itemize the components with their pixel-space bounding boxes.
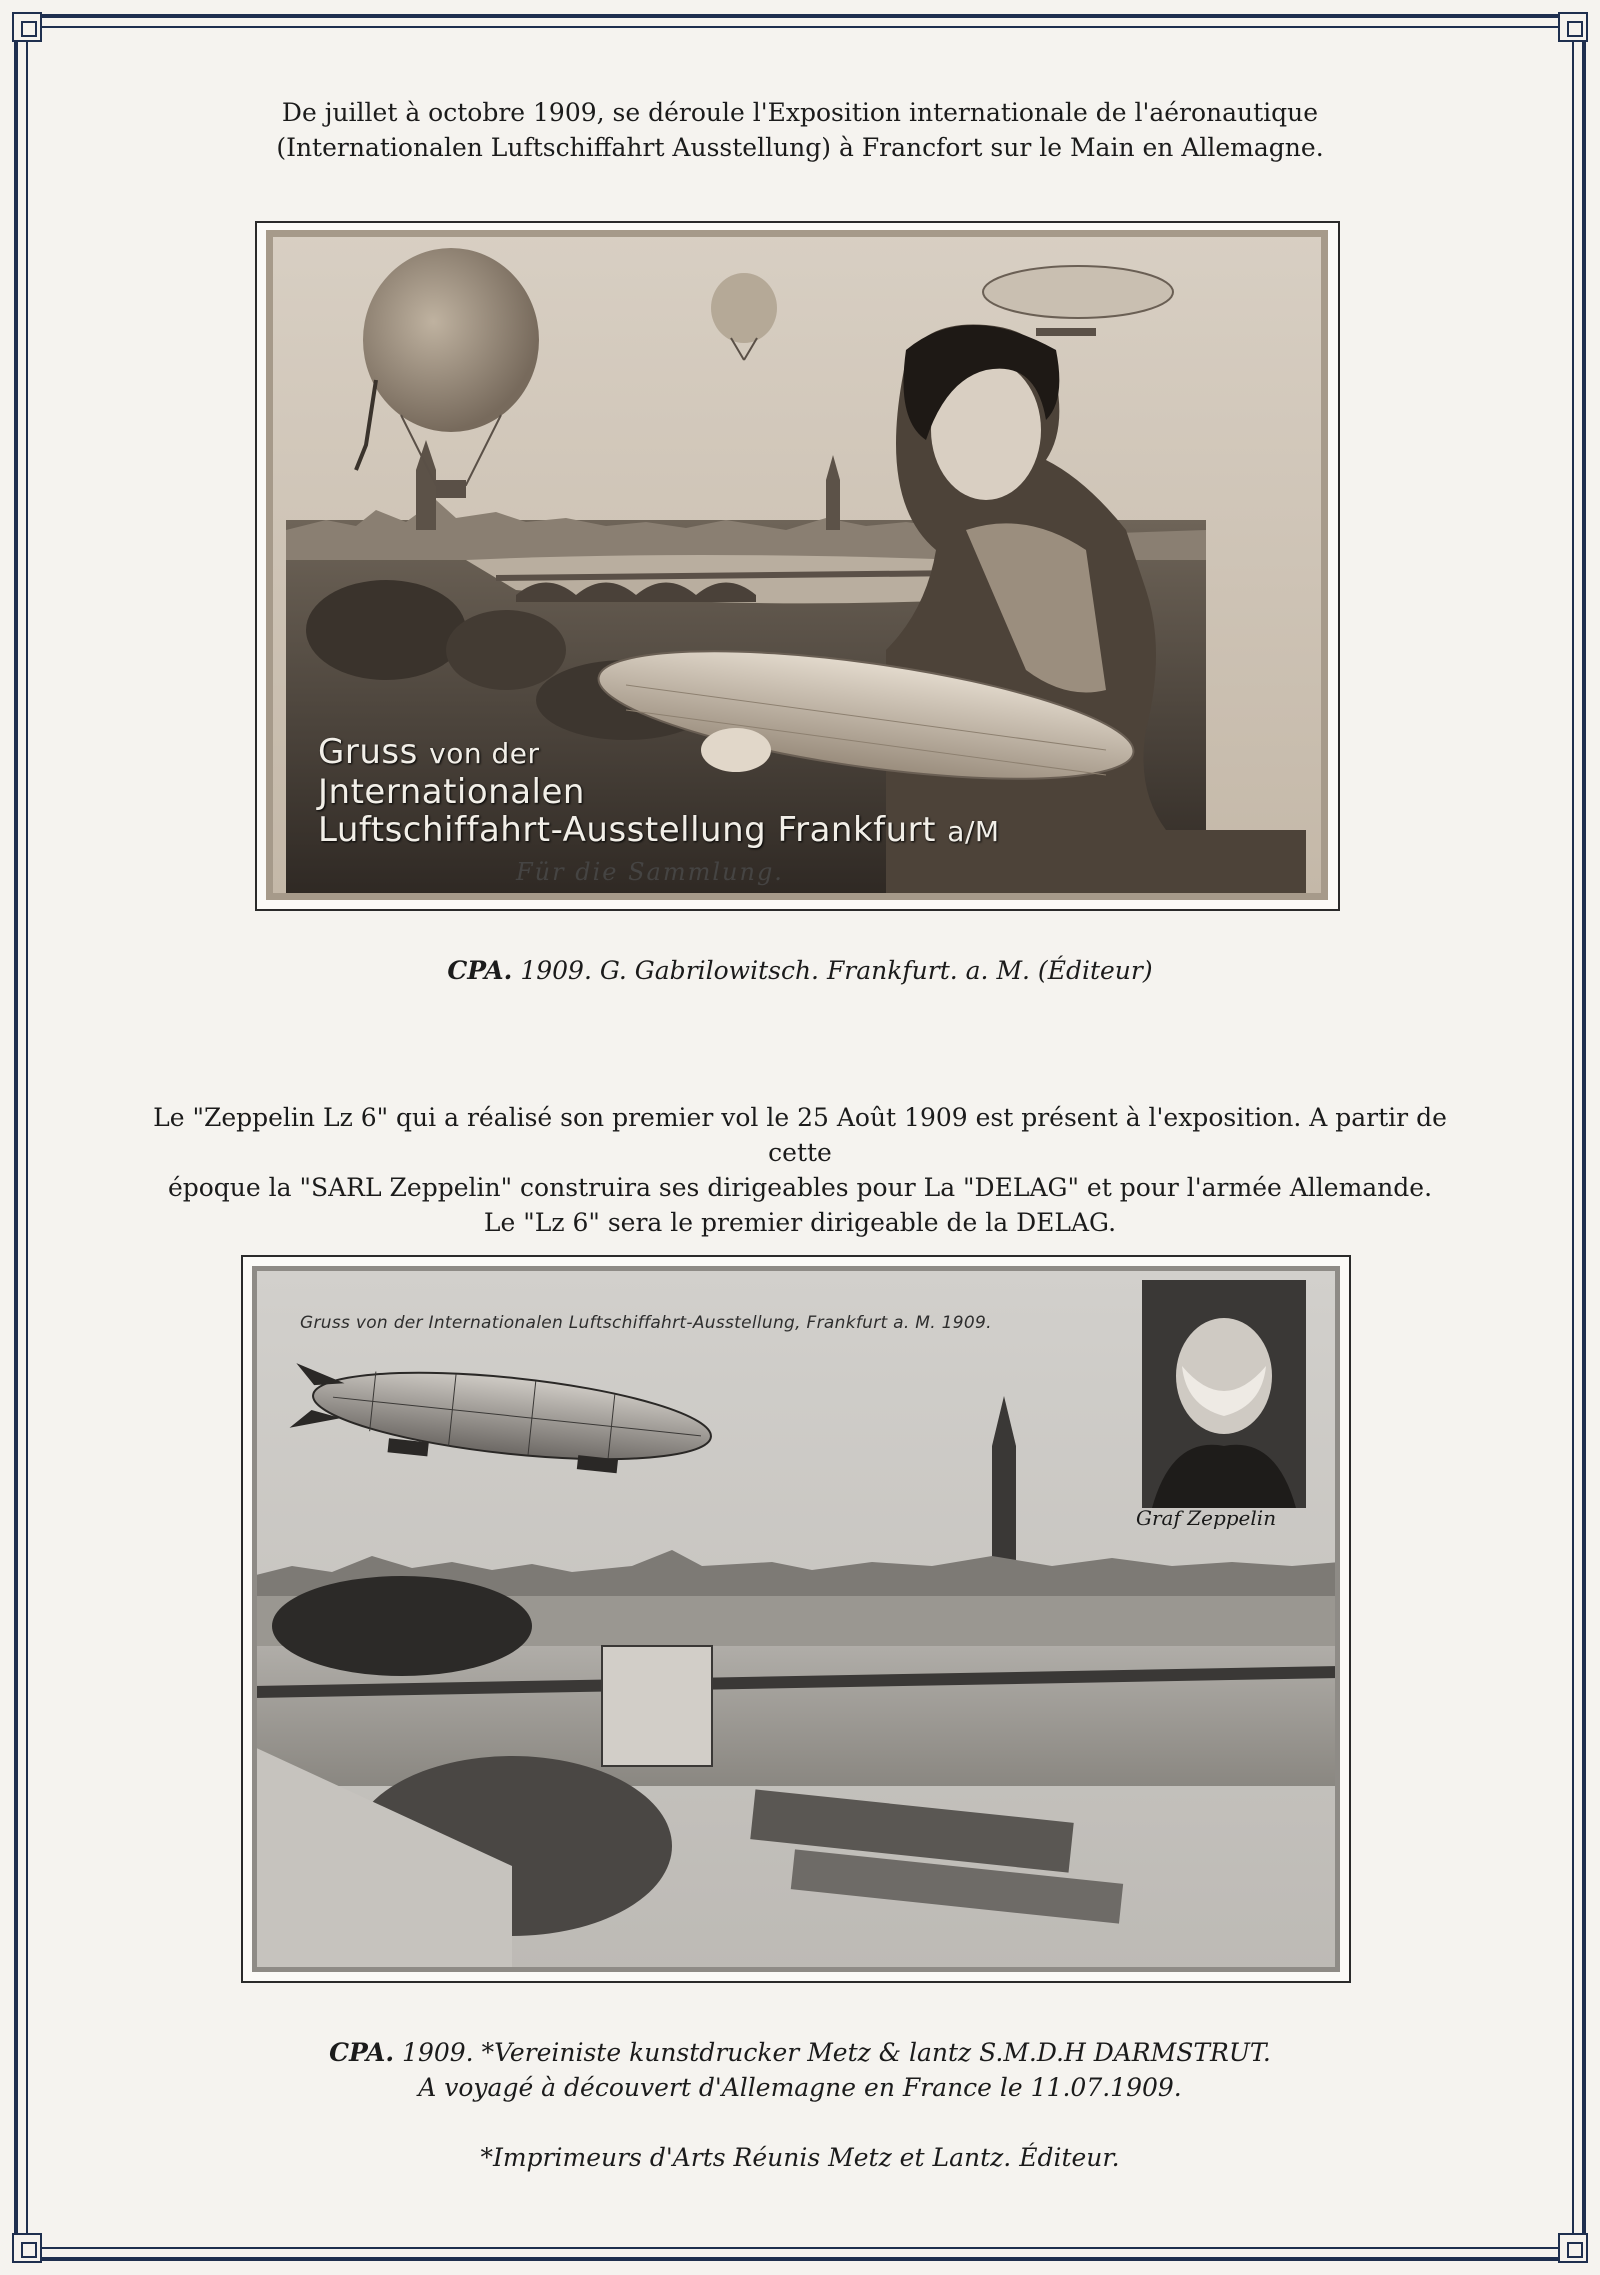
- postcard-2-illustration: [252, 1266, 1340, 1972]
- caption-1-cpa: CPA.: [447, 956, 513, 985]
- zeppelin-line-1: Le "Zeppelin Lz 6" qui a réalisé son premier vol le 25 Août 1909 est présent à l'exposition. A partir de cette: [153, 1103, 1447, 1167]
- postcard-1-text-exhibition: Luftschiffahrt-Ausstellung Frankfurt: [318, 810, 936, 850]
- postcard-1-title: [318, 733, 1000, 851]
- caption-2-line-3: *Imprimeurs d'Arts Réunis Metz et Lantz. Éditeur.: [480, 2143, 1120, 2172]
- corner-ornament-icon: [1558, 12, 1588, 42]
- postcard-2-header: Gruss von der Internationalen Luftschiffahrt-Ausstellung, Frankfurt a. M. 1909.: [300, 1313, 992, 1333]
- intro-paragraph: [120, 95, 1480, 165]
- postcard-2-image: [252, 1266, 1340, 1972]
- zeppelin-line-2: époque la "SARL Zeppelin" construira ses dirigeables pour La "DELAG" et pour l'armée Allemande.: [167, 1173, 1433, 1202]
- postcard-1-text-am: a/M: [947, 815, 1000, 848]
- postcard-2-signature: Graf Zeppelin: [1136, 1506, 1277, 1530]
- caption-2-cpa: CPA.: [329, 2038, 395, 2067]
- caption-2: [120, 2035, 1480, 2175]
- intro-line-1: De juillet à octobre 1909, se déroule l'Exposition internationale de l'aéronautique: [281, 98, 1319, 127]
- caption-2-line-1: 1909. *Vereiniste kunstdrucker Metz & lantz S.M.D.H DARMSTRUT.: [394, 2038, 1271, 2067]
- postcard-1-text-gruss: Gruss: [318, 732, 418, 772]
- corner-ornament-icon: [1558, 2233, 1588, 2263]
- caption-2-line-2: A voyagé à découvert d'Allemagne en France le 11.07.1909.: [418, 2073, 1182, 2102]
- caption-1-text: 1909. G. Gabrilowitsch. Frankfurt. a. M. (Éditeur): [512, 956, 1153, 985]
- corner-ornament-icon: [12, 12, 42, 42]
- zeppelin-line-3: Le "Lz 6" sera le premier dirigeable de la DELAG.: [483, 1208, 1117, 1237]
- zeppelin-paragraph: [120, 1100, 1480, 1240]
- postcard-1-handwriting: Für die Sammlung.: [516, 858, 784, 886]
- postcard-1-text-internationalen: Jnternationalen: [318, 772, 585, 812]
- postcard-1-text-von-der: von der: [429, 737, 540, 770]
- corner-ornament-icon: [12, 2233, 42, 2263]
- intro-line-2: (Internationalen Luftschiffahrt Ausstellung) à Francfort sur le Main en Allemagne.: [276, 133, 1324, 162]
- caption-1: [120, 953, 1480, 988]
